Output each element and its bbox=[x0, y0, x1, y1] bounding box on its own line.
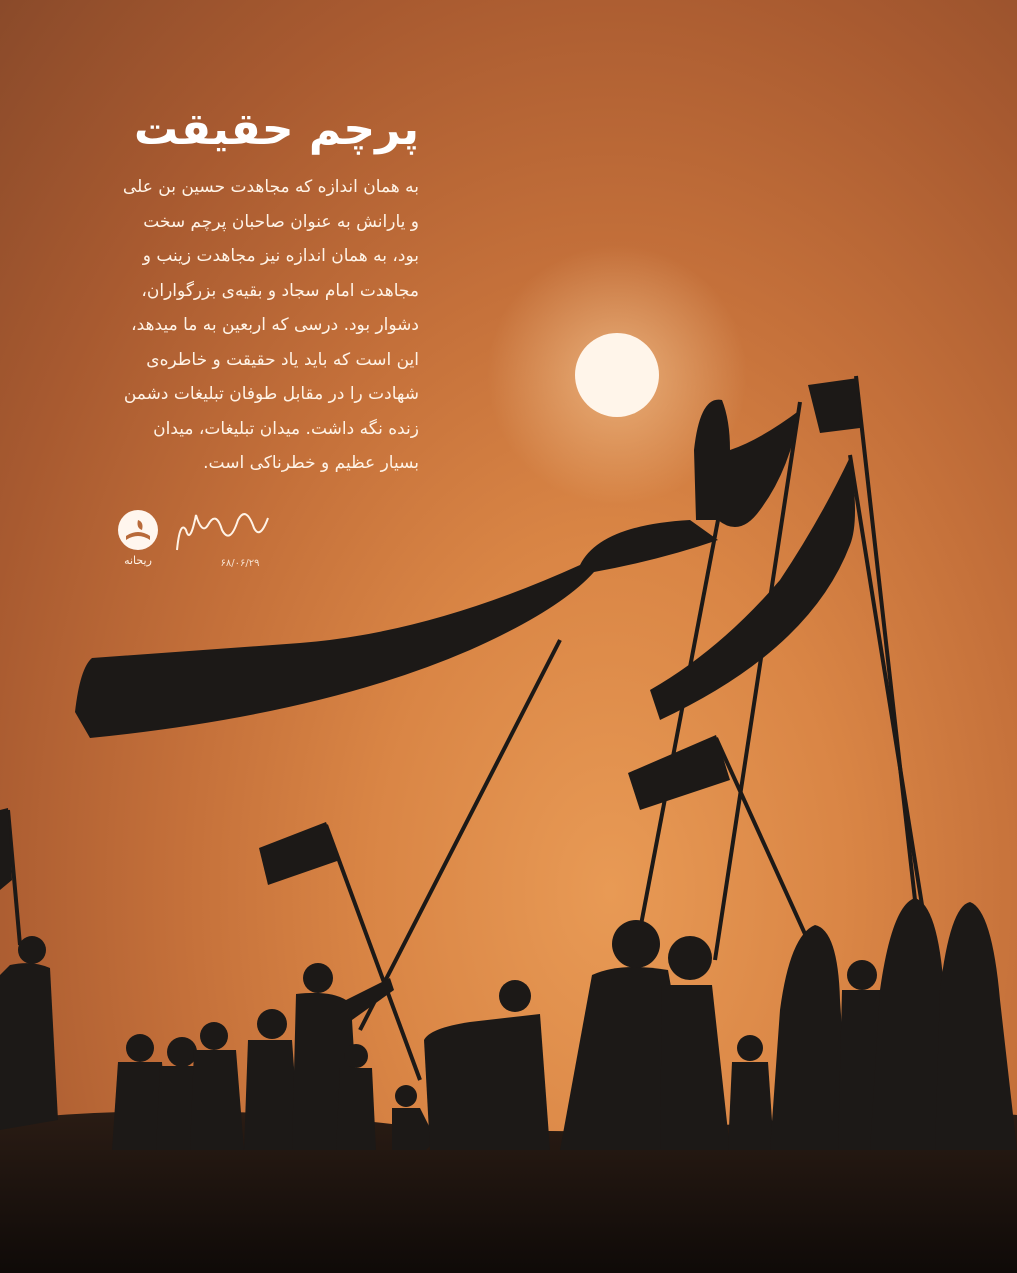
logo-label: ریحانه bbox=[124, 554, 152, 567]
quote-block bbox=[119, 100, 419, 481]
logo-mark bbox=[118, 510, 158, 550]
signature-row bbox=[112, 500, 272, 580]
pilgrim-silhouettes bbox=[0, 898, 1017, 1150]
rayhaneh-logo-icon bbox=[118, 510, 158, 550]
poster-title: پرچم حقیقت bbox=[133, 104, 419, 155]
signature-date: ۶۸/۰۶/۲۹ bbox=[220, 558, 260, 569]
signature bbox=[172, 500, 272, 560]
quote-text: به همان اندازه که مجاهدت حسین بن علی و یارانش به عنوان صاحبان پرچم سخت بود، به همان اندازه نیز مجاهدت زینب و مجاهدت امام سجاد و بقیه‌ی بزرگواران، دشوار بود. درسی که اربعین به ما میدهد، این است که باید یاد حقیقت و خاطره‌ی شهادت را در مقابل طوفان تبلیغات دشمن زنده نگه داشت. میدان تبلیغات، میدان بسیار عظیم و خطرناکی است. bbox=[122, 177, 419, 473]
